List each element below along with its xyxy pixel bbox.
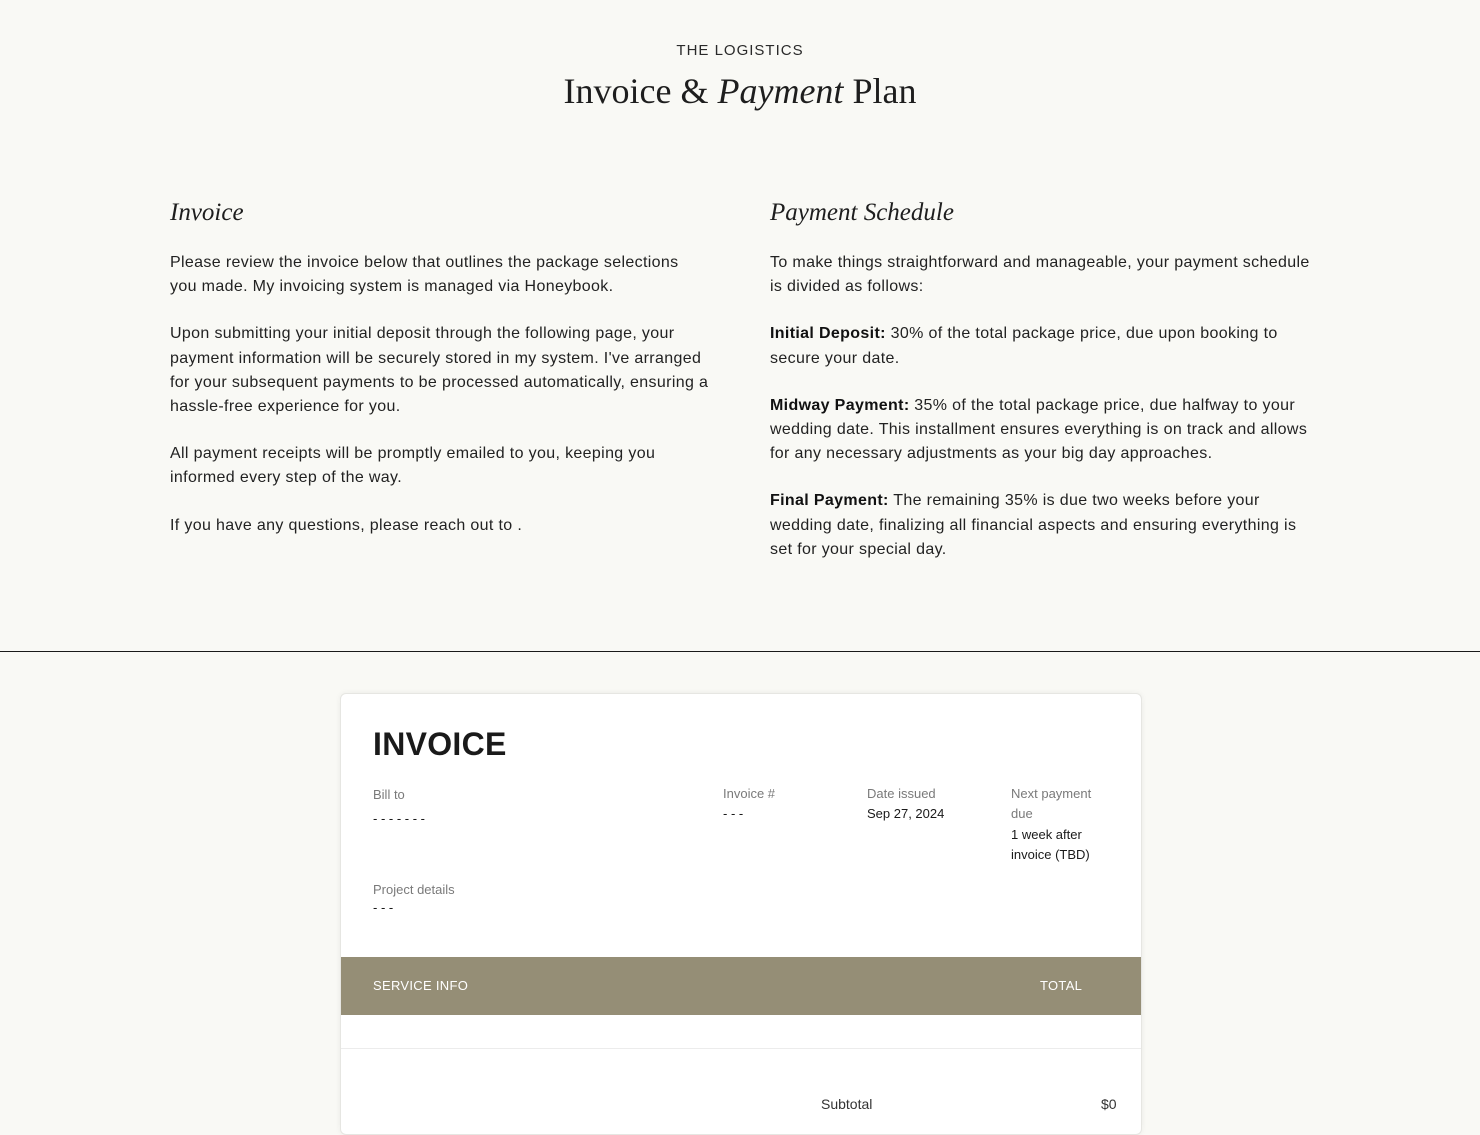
- invoice-paragraph-4: If you have any questions, please reach out to .: [170, 516, 523, 534]
- service-table-header: [341, 957, 1141, 1015]
- service-row-divider: [341, 1048, 1141, 1049]
- next-payment-label: Next payment due: [1011, 786, 1092, 821]
- info-columns: [170, 196, 1310, 585]
- section-eyebrow: THE LOGISTICS: [676, 42, 804, 59]
- invoice-paragraph-2: Upon submitting your initial deposit through the following page, your payment information will be securely stored in my system. I've arranged for your subsequent payments to be processed automatically, ensuring a hassle-free experience for you.: [170, 325, 709, 416]
- invoice-info-column: [170, 196, 710, 585]
- date-issued-value: Sep 27, 2024: [867, 806, 945, 821]
- payment-item-label: Initial Deposit:: [770, 325, 886, 343]
- payment-item-label: Midway Payment:: [770, 396, 910, 414]
- total-header: TOTAL: [1040, 978, 1083, 993]
- bill-to-value: - - - - - - -: [373, 811, 425, 826]
- page-title: [0, 71, 1480, 111]
- invoice-card: [340, 693, 1142, 1135]
- payment-item-initial-deposit: [770, 322, 1310, 370]
- title-part-1: Invoice &: [563, 71, 718, 111]
- project-details-label: Project details: [373, 882, 455, 897]
- invoice-heading: Invoice: [170, 199, 244, 226]
- payment-schedule-heading: Payment Schedule: [770, 199, 954, 226]
- payment-item-midway-payment: [770, 394, 1310, 467]
- page-header: [0, 0, 1480, 111]
- payment-schedule-column: [770, 196, 1310, 585]
- payment-item-label: Final Payment:: [770, 492, 889, 510]
- payment-item-text: 35% of the total package price, due halfway to your wedding date. This installment ensures everything is on track and allows for any necessary adjustments as your big day approaches.: [770, 396, 1308, 463]
- bill-to-label: Bill to: [373, 787, 405, 802]
- payment-item-final-payment: [770, 489, 1310, 562]
- invoice-paragraph-1: Please review the invoice below that outlines the package selections you made. My invoicing system is managed via Honeybook.: [170, 254, 679, 296]
- service-info-header: SERVICE INFO: [373, 978, 469, 993]
- payment-item-text: 30% of the total package price, due upon booking to secure your date.: [770, 325, 1278, 367]
- payment-schedule-intro: To make things straightforward and manageable, your payment schedule is divided as follows:: [770, 254, 1310, 296]
- next-payment-value: 1 week after invoice (TBD): [1011, 827, 1090, 862]
- section-divider: [0, 651, 1480, 652]
- subtotal-label: Subtotal: [821, 1096, 873, 1112]
- title-part-2: Plan: [843, 71, 917, 111]
- subtotal-value: $0: [1101, 1096, 1117, 1112]
- date-issued-label: Date issued: [867, 786, 936, 801]
- invoice-card-title: INVOICE: [373, 726, 507, 762]
- invoice-number-value: - - -: [723, 806, 744, 821]
- project-details-value: - - -: [373, 900, 394, 915]
- payment-item-text: The remaining 35% is due two weeks before your wedding date, finalizing all financial aspects and ensuring everything is set for your special day.: [770, 492, 1297, 558]
- title-italic-word: Payment: [717, 71, 844, 111]
- invoice-paragraph-3: All payment receipts will be promptly emailed to you, keeping you informed every step of the way.: [170, 445, 656, 487]
- invoice-number-label: Invoice #: [723, 786, 776, 801]
